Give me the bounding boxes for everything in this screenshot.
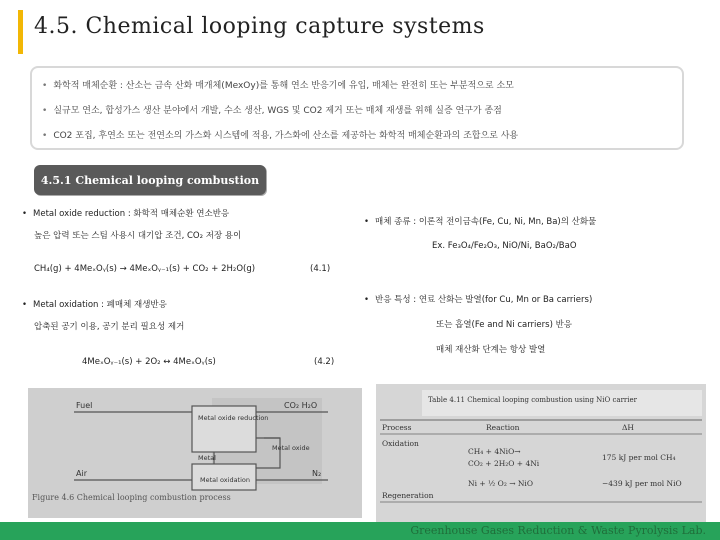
n2-label: N₂ bbox=[312, 469, 322, 478]
oxidation-bullet: • Metal oxidation : 폐매체 재생반응 bbox=[22, 298, 167, 310]
summary-box bbox=[30, 66, 684, 150]
summary-item: • 실규모 연소, 합성가스 생산 분야에서 개발, 수소 생산, WGS 및 CO2 제거 또는 매체 재생를 위해 실증 연구가 종점 bbox=[42, 106, 502, 116]
col-process: Process bbox=[382, 423, 412, 432]
reduction-bullet: • Metal oxide reduction : 화학적 매체순환 연소반응 bbox=[22, 207, 229, 219]
reduction-sub: 높은 압력 또는 스팀 사용시 대기압 조건, CO₂ 저장 용이 bbox=[34, 231, 242, 241]
bullet-icon: • bbox=[42, 131, 48, 141]
metal-label: Metal bbox=[198, 454, 216, 462]
figure-caption: Figure 4.6 Chemical looping combustion process bbox=[32, 493, 231, 502]
footer-bar bbox=[0, 522, 720, 540]
reduction-reactor-box bbox=[192, 406, 256, 452]
bullet-icon: • bbox=[42, 81, 48, 91]
products-label: CO₂ H₂O bbox=[284, 401, 318, 410]
col-dh: ΔH bbox=[622, 423, 634, 432]
process-diagram bbox=[28, 388, 362, 518]
row2-dh: −439 kJ per mol NiO bbox=[602, 479, 682, 488]
row1-reaction-a: CH₄ + 4NiO→ bbox=[468, 447, 521, 456]
carrier-type-bullet: • 매체 종류 : 이론적 전이금속(Fe, Cu, Ni, Mn, Ba)의 산화물 bbox=[364, 215, 596, 227]
page-title: 4.5. Chemical looping capture systems bbox=[34, 14, 485, 39]
niO-carrier-table bbox=[376, 384, 706, 522]
row2-reaction: Ni + ½ O₂ → NiO bbox=[468, 479, 533, 488]
oxidation-sub: 압축된 공기 이용, 공기 분리 필요성 제거 bbox=[34, 322, 185, 332]
summary-item: • 화학적 매체순환 : 산소는 금속 산화 매개체(MexOy)를 통해 연소 반응기에 유입, 매체는 완전히 또는 부분적으로 소모 bbox=[42, 81, 514, 91]
fuel-label: Fuel bbox=[76, 401, 93, 410]
equation-4-2-number: (4.2) bbox=[314, 357, 335, 367]
bullet-icon: • bbox=[42, 106, 48, 116]
table-caption: Table 4.11 Chemical looping combustion using NiO carrier bbox=[428, 396, 637, 404]
footer-lab-name: Greenhouse Gases Reduction & Waste Pyrolysis Lab. bbox=[410, 524, 706, 537]
row1-reaction-b: CO₂ + 2H₂O + 4Ni bbox=[468, 459, 540, 468]
chemical-looping-figure bbox=[28, 388, 362, 518]
title-accent-bar bbox=[18, 10, 23, 54]
col-reaction: Reaction bbox=[486, 423, 520, 432]
oxidation-label: Metal oxidation bbox=[200, 476, 251, 484]
equation-4-1: CH₄(g) + 4MeₓOᵧ(s) → 4MeₓOᵧ₋₁(s) + CO₂ + 2H₂O(g) bbox=[34, 264, 256, 274]
table-drawing bbox=[376, 384, 706, 522]
section-tag: 4.5.1 Chemical looping combustion bbox=[34, 165, 266, 195]
row1-process: Oxidation bbox=[382, 439, 419, 448]
reaction-char-sub2: 매체 재산화 단계는 항상 발열 bbox=[436, 345, 546, 355]
equation-4-2: 4MeₓOᵧ₋₁(s) + 2O₂ ↔ 4MeₓOᵧ(s) bbox=[82, 357, 216, 367]
carrier-type-example: Ex. Fe₃O₄/Fe₂O₃, NiO/Ni, BaO₂/BaO bbox=[432, 241, 577, 251]
summary-item: • CO2 포집, 후연소 또는 전연소의 가스화 시스템에 적용, 가스화에 산소를 제공하는 화학적 매체순환과의 조합으로 사용 bbox=[42, 131, 519, 141]
reaction-char-bullet: • 반응 특성 : 연료 산화는 발열(for Cu, Mn or Ba carriers) bbox=[364, 293, 592, 305]
row3-process: Regeneration bbox=[382, 491, 434, 500]
air-label: Air bbox=[76, 469, 87, 478]
reaction-char-sub: 또는 흡열(Fe and Ni carriers) 반응 bbox=[436, 320, 573, 330]
metal-oxide-label: Metal oxide bbox=[272, 444, 310, 452]
equation-4-1-number: (4.1) bbox=[310, 264, 331, 274]
reduction-label: Metal oxide reduction bbox=[198, 414, 269, 422]
row1-dh: 175 kJ per mol CH₄ bbox=[602, 453, 676, 462]
